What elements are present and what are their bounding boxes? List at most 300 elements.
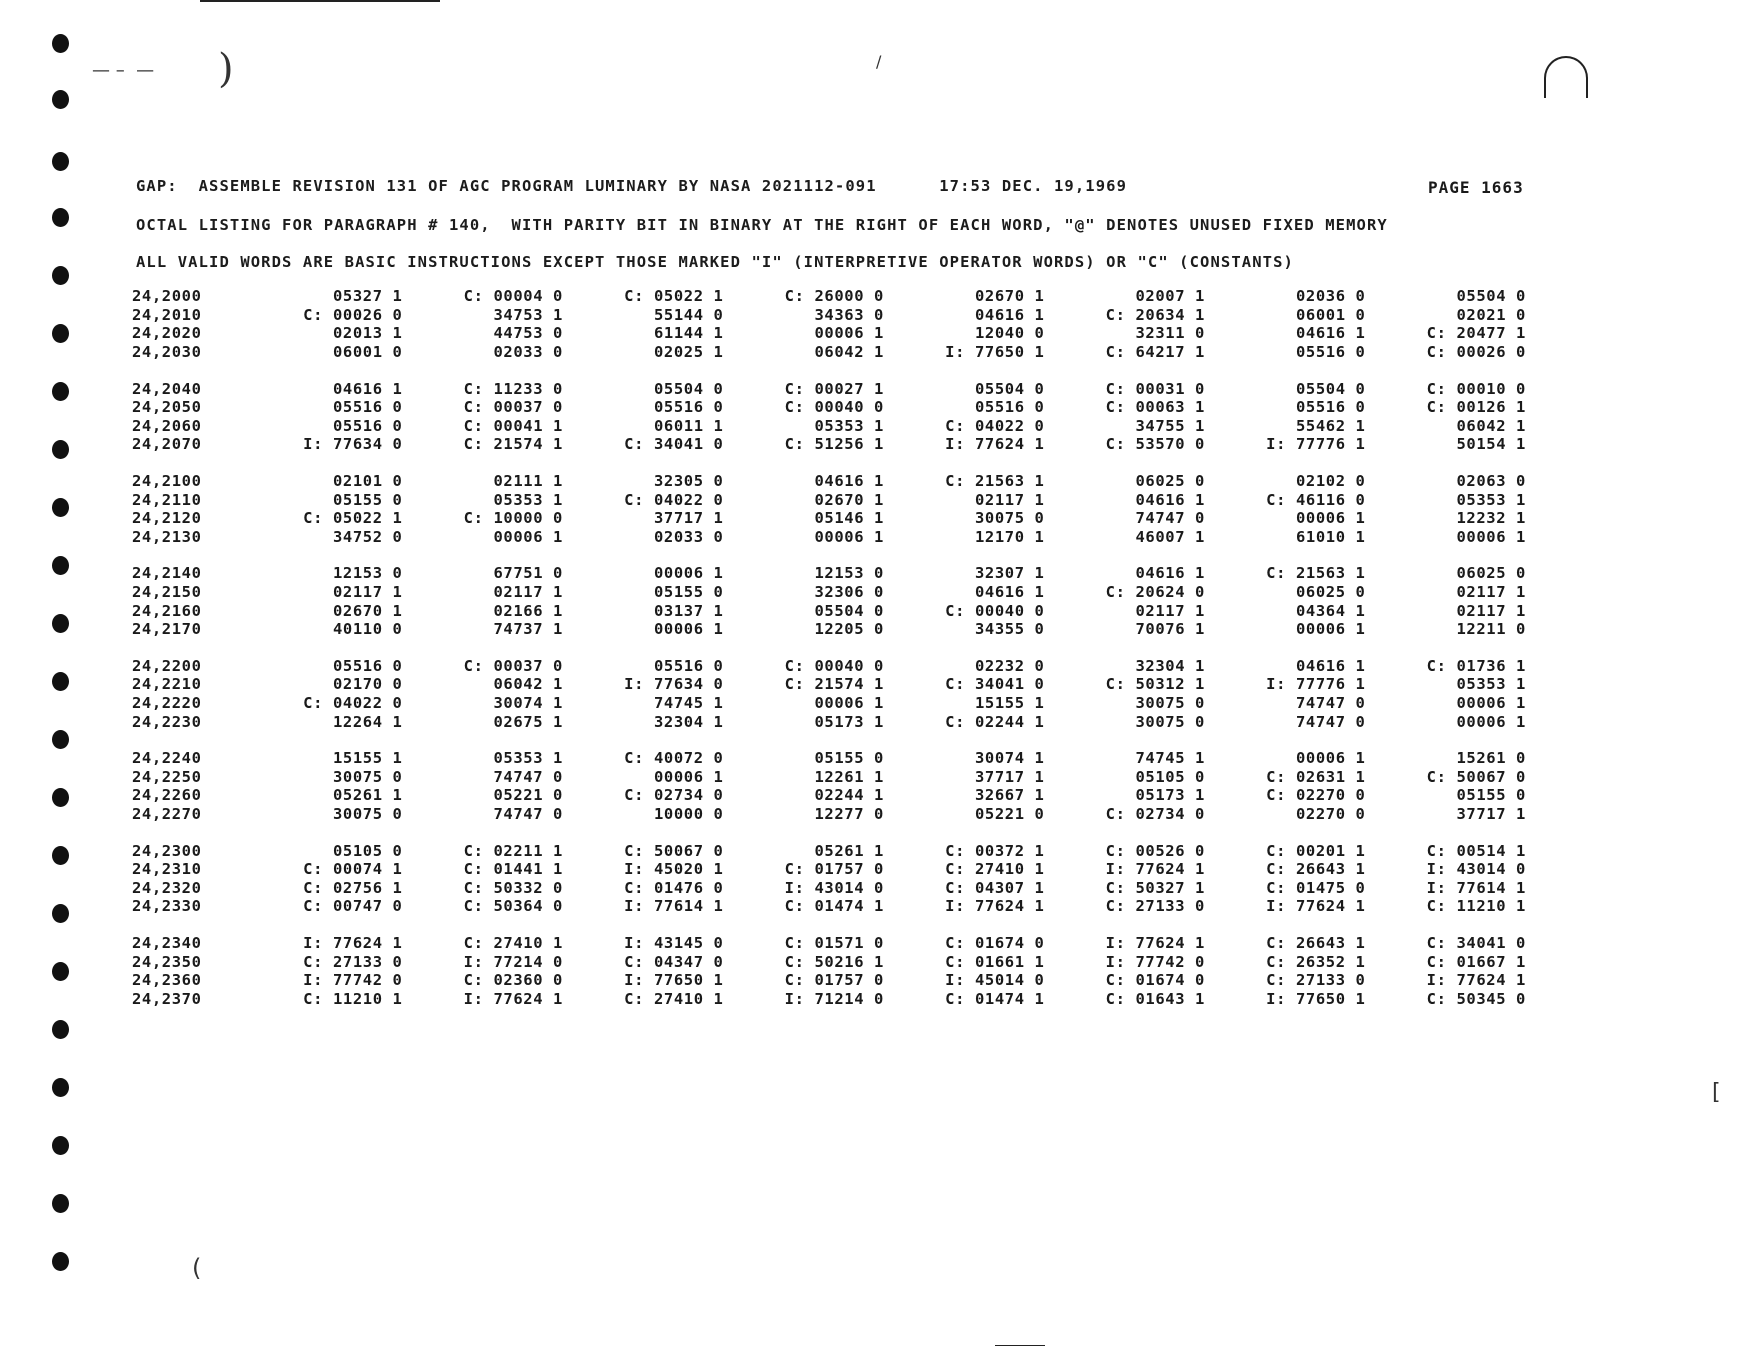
address-cell: 24,2320 xyxy=(132,878,202,897)
word-cell: C: 40072 0 xyxy=(624,749,724,768)
listing-row xyxy=(132,971,1542,990)
listing-row xyxy=(132,583,1542,602)
word-cell: C: 50364 0 xyxy=(463,897,563,916)
word-cell: 30075 0 xyxy=(1135,693,1205,712)
word-cell: C: 11233 0 xyxy=(463,379,563,398)
word-cell: 12205 0 xyxy=(814,620,884,639)
word-cell: 74747 0 xyxy=(1295,712,1366,731)
word-cell: C: 00201 1 xyxy=(1266,841,1366,860)
word-cell: 34355 0 xyxy=(974,620,1045,639)
word-cell: 02021 0 xyxy=(1456,305,1526,324)
word-cell: C: 05022 1 xyxy=(303,509,403,528)
word-cell: 02670 1 xyxy=(332,601,403,620)
word-cell: 12277 0 xyxy=(814,804,884,823)
word-cell: C: 01441 1 xyxy=(463,860,563,879)
word-cell: 00006 1 xyxy=(1295,620,1366,639)
listing-row xyxy=(132,490,1542,509)
word-cell: C: 01475 0 xyxy=(1266,878,1366,897)
word-cell: 12232 1 xyxy=(1456,509,1526,528)
word-cell: 30075 0 xyxy=(332,804,403,823)
word-cell: C: 02211 1 xyxy=(463,841,563,860)
word-cell: 02102 0 xyxy=(1295,472,1366,491)
word-cell: 05155 0 xyxy=(1456,786,1526,805)
word-cell: I: 77634 0 xyxy=(303,435,403,454)
word-cell: C: 00041 1 xyxy=(463,416,563,435)
punch-hole xyxy=(52,904,69,923)
word-cell: C: 02756 1 xyxy=(303,878,403,897)
listing-row xyxy=(132,657,1542,676)
word-cell: I: 45020 1 xyxy=(624,860,724,879)
word-cell: 05221 0 xyxy=(974,804,1045,823)
word-cell: 02036 0 xyxy=(1295,287,1366,306)
word-cell: 34752 0 xyxy=(332,527,403,546)
word-cell: C: 34041 0 xyxy=(1426,933,1526,952)
word-cell: C: 01674 0 xyxy=(1105,971,1205,990)
address-cell: 24,2250 xyxy=(132,767,202,786)
word-cell: C: 04022 0 xyxy=(624,490,724,509)
listing-row xyxy=(132,306,1542,325)
listing-row xyxy=(132,435,1542,454)
word-cell: 05353 1 xyxy=(493,749,563,768)
word-cell: C: 20624 0 xyxy=(1105,583,1205,602)
address-cell: 24,2020 xyxy=(132,324,202,343)
word-cell: 02013 1 xyxy=(332,324,403,343)
word-cell: C: 00040 0 xyxy=(784,398,884,417)
word-cell: 74747 0 xyxy=(1295,693,1366,712)
word-cell: C: 04347 0 xyxy=(624,952,724,971)
word-cell: C: 01474 1 xyxy=(784,897,884,916)
word-cell: 02025 1 xyxy=(653,343,724,362)
word-cell: 67751 0 xyxy=(493,564,563,583)
address-cell: 24,2040 xyxy=(132,379,202,398)
word-cell: 05504 0 xyxy=(1456,287,1526,306)
word-cell: C: 27410 1 xyxy=(463,933,563,952)
word-cell: C: 50216 1 xyxy=(784,952,884,971)
word-cell: 00006 1 xyxy=(1456,712,1526,731)
listing-row xyxy=(132,767,1542,786)
word-cell: 32304 1 xyxy=(653,712,724,731)
word-cell: 00006 1 xyxy=(814,527,884,546)
listing-row xyxy=(132,601,1542,620)
word-cell: 61144 1 xyxy=(653,324,724,343)
word-cell: 06042 1 xyxy=(814,343,884,362)
word-cell: C: 34041 0 xyxy=(945,675,1045,694)
listing-row xyxy=(132,934,1542,953)
word-cell: C: 50327 1 xyxy=(1105,878,1205,897)
listing-row xyxy=(132,694,1542,713)
listing-row xyxy=(132,897,1542,916)
word-cell: 00006 1 xyxy=(1456,527,1526,546)
word-cell: C: 01736 1 xyxy=(1426,656,1526,675)
word-cell: 02117 1 xyxy=(1456,583,1526,602)
stray-paren-mark: ) xyxy=(218,46,234,92)
word-cell: 02670 1 xyxy=(974,287,1045,306)
word-cell: C: 26000 0 xyxy=(784,287,884,306)
punch-hole xyxy=(52,498,69,517)
word-cell: C: 01661 1 xyxy=(945,952,1045,971)
word-cell: I: 77624 1 xyxy=(463,989,563,1008)
address-cell: 24,2200 xyxy=(132,656,202,675)
word-cell: 74747 0 xyxy=(1135,509,1205,528)
word-cell: 55462 1 xyxy=(1295,416,1366,435)
word-cell: 02117 1 xyxy=(1456,601,1526,620)
word-cell: C: 01643 1 xyxy=(1105,989,1205,1008)
word-cell: C: 00004 0 xyxy=(463,287,563,306)
word-cell: C: 21563 1 xyxy=(945,472,1045,491)
header-paragraph-line: OCTAL LISTING FOR PARAGRAPH # 140, WITH PARITY BIT IN BINARY AT THE RIGHT OF EACH WORD, "@" DENOTES UNUSED FIXED MEMORY xyxy=(136,216,1388,234)
address-cell: 24,2050 xyxy=(132,398,202,417)
punch-hole xyxy=(52,730,69,749)
word-cell: C: 00040 0 xyxy=(945,601,1045,620)
word-cell: C: 21563 1 xyxy=(1266,564,1366,583)
word-cell: 32304 1 xyxy=(1135,656,1205,675)
word-cell: 32311 0 xyxy=(1135,324,1205,343)
octal-listing-table xyxy=(132,287,1542,1026)
word-cell: 05155 0 xyxy=(332,490,403,509)
word-cell: 05516 0 xyxy=(332,656,403,675)
punch-hole xyxy=(52,614,69,633)
word-cell: I: 77776 1 xyxy=(1266,435,1366,454)
word-cell: 05516 0 xyxy=(653,398,724,417)
address-cell: 24,2210 xyxy=(132,675,202,694)
listing-block xyxy=(132,749,1542,823)
word-cell: C: 02244 1 xyxy=(945,712,1045,731)
word-cell: C: 00747 0 xyxy=(303,897,403,916)
word-cell: C: 02734 0 xyxy=(1105,804,1205,823)
address-cell: 24,2030 xyxy=(132,343,202,362)
word-cell: C: 26352 1 xyxy=(1266,952,1366,971)
listing-block xyxy=(132,841,1542,915)
word-cell: I: 77624 1 xyxy=(945,435,1045,454)
word-cell: C: 53570 0 xyxy=(1105,435,1205,454)
word-cell: C: 01757 0 xyxy=(784,860,884,879)
top-rule xyxy=(200,0,440,2)
punch-hole xyxy=(52,788,69,807)
listing-row xyxy=(132,749,1542,768)
word-cell: 00006 1 xyxy=(814,693,884,712)
listing-row xyxy=(132,952,1542,971)
word-cell: C: 00074 1 xyxy=(303,860,403,879)
address-cell: 24,2350 xyxy=(132,952,202,971)
word-cell: I: 77776 1 xyxy=(1266,675,1366,694)
word-cell: C: 50067 0 xyxy=(624,841,724,860)
word-cell: I: 77742 0 xyxy=(1105,952,1205,971)
word-cell: C: 02270 0 xyxy=(1266,786,1366,805)
word-cell: 34753 1 xyxy=(493,305,563,324)
listing-row xyxy=(132,620,1542,639)
word-cell: I: 71214 0 xyxy=(784,989,884,1008)
listing-row xyxy=(132,989,1542,1008)
punch-hole xyxy=(52,962,69,981)
word-cell: C: 51256 1 xyxy=(784,435,884,454)
word-cell: 05173 1 xyxy=(1135,786,1205,805)
word-cell: I: 77624 1 xyxy=(945,897,1045,916)
word-cell: 04616 1 xyxy=(1135,564,1205,583)
word-cell: I: 77214 0 xyxy=(463,952,563,971)
word-cell: 46007 1 xyxy=(1135,527,1205,546)
listing-row xyxy=(132,675,1542,694)
word-cell: 05353 1 xyxy=(1456,675,1526,694)
word-cell: 10000 0 xyxy=(653,804,724,823)
listing-row xyxy=(132,472,1542,491)
word-cell: 04364 1 xyxy=(1295,601,1366,620)
word-cell: I: 43014 0 xyxy=(784,878,884,897)
word-cell: I: 77624 1 xyxy=(1426,971,1526,990)
listing-row xyxy=(132,786,1542,805)
word-cell: 06011 1 xyxy=(653,416,724,435)
word-cell: 00006 1 xyxy=(1456,693,1526,712)
word-cell: 06025 0 xyxy=(1135,472,1205,491)
address-cell: 24,2220 xyxy=(132,693,202,712)
word-cell: 37717 1 xyxy=(974,767,1045,786)
word-cell: 30075 0 xyxy=(1135,712,1205,731)
word-cell: C: 00126 1 xyxy=(1426,398,1526,417)
word-cell: C: 20477 1 xyxy=(1426,324,1526,343)
word-cell: 00006 1 xyxy=(653,767,724,786)
listing-row xyxy=(132,860,1542,879)
address-cell: 24,2260 xyxy=(132,786,202,805)
word-cell: I: 77614 1 xyxy=(1426,878,1526,897)
word-cell: 02270 0 xyxy=(1295,804,1366,823)
stray-bracket-mark: [ xyxy=(1712,1080,1721,1105)
word-cell: C: 00010 0 xyxy=(1426,379,1526,398)
word-cell: 05155 0 xyxy=(814,749,884,768)
address-cell: 24,2110 xyxy=(132,490,202,509)
word-cell: C: 26643 1 xyxy=(1266,933,1366,952)
address-cell: 24,2120 xyxy=(132,509,202,528)
address-cell: 24,2140 xyxy=(132,564,202,583)
listing-row xyxy=(132,379,1542,398)
word-cell: 05516 0 xyxy=(332,398,403,417)
listing-row xyxy=(132,324,1542,343)
word-cell: 15155 1 xyxy=(974,693,1045,712)
word-cell: C: 00037 0 xyxy=(463,656,563,675)
word-cell: C: 27410 1 xyxy=(945,860,1045,879)
word-cell: C: 27133 0 xyxy=(303,952,403,971)
word-cell: 02117 1 xyxy=(974,490,1045,509)
word-cell: 05516 0 xyxy=(974,398,1045,417)
address-cell: 24,2360 xyxy=(132,971,202,990)
address-cell: 24,2330 xyxy=(132,897,202,916)
word-cell: 02111 1 xyxy=(493,472,563,491)
word-cell: 70076 1 xyxy=(1135,620,1205,639)
listing-row xyxy=(132,343,1542,362)
corner-arc-mark xyxy=(1544,56,1588,98)
word-cell: 05146 1 xyxy=(814,509,884,528)
word-cell: 04616 1 xyxy=(332,379,403,398)
word-cell: 44753 0 xyxy=(493,324,563,343)
word-cell: 02117 1 xyxy=(493,583,563,602)
word-cell: 61010 1 xyxy=(1295,527,1366,546)
word-cell: C: 00063 1 xyxy=(1105,398,1205,417)
word-cell: C: 02734 0 xyxy=(624,786,724,805)
stray-dash-mark: — – — xyxy=(92,60,155,81)
word-cell: C: 21574 1 xyxy=(463,435,563,454)
punch-hole xyxy=(52,1252,69,1271)
word-cell: 02063 0 xyxy=(1456,472,1526,491)
word-cell: C: 50312 1 xyxy=(1105,675,1205,694)
punch-hole xyxy=(52,208,69,227)
word-cell: C: 01474 1 xyxy=(945,989,1045,1008)
word-cell: 02033 0 xyxy=(653,527,724,546)
word-cell: C: 00031 0 xyxy=(1105,379,1205,398)
address-cell: 24,2060 xyxy=(132,416,202,435)
address-cell: 24,2270 xyxy=(132,804,202,823)
address-cell: 24,2170 xyxy=(132,620,202,639)
listing-row xyxy=(132,841,1542,860)
word-cell: 02117 1 xyxy=(1135,601,1205,620)
word-cell: 02033 0 xyxy=(493,343,563,362)
word-cell: 04616 1 xyxy=(1295,324,1366,343)
stray-paren-bottom-mark: ( xyxy=(192,1254,202,1282)
word-cell: 12153 0 xyxy=(332,564,403,583)
word-cell: 00006 1 xyxy=(493,527,563,546)
listing-block xyxy=(132,934,1542,1008)
address-cell: 24,2130 xyxy=(132,527,202,546)
address-cell: 24,2370 xyxy=(132,989,202,1008)
punch-hole xyxy=(52,324,69,343)
punch-hole xyxy=(52,1136,69,1155)
listing-row xyxy=(132,564,1542,583)
word-cell: C: 34041 0 xyxy=(624,435,724,454)
word-cell: 05353 1 xyxy=(493,490,563,509)
word-cell: 30074 1 xyxy=(974,749,1045,768)
listing-block xyxy=(132,472,1542,546)
word-cell: 05105 0 xyxy=(1135,767,1205,786)
listing-row xyxy=(132,398,1542,417)
word-cell: 02675 1 xyxy=(493,712,563,731)
word-cell: 00006 1 xyxy=(1295,749,1366,768)
word-cell: C: 10000 0 xyxy=(463,509,563,528)
word-cell: 02232 0 xyxy=(974,656,1045,675)
word-cell: 30075 0 xyxy=(332,767,403,786)
word-cell: 04616 1 xyxy=(1295,656,1366,675)
word-cell: C: 50332 0 xyxy=(463,878,563,897)
word-cell: 06025 0 xyxy=(1456,564,1526,583)
punch-hole xyxy=(52,1020,69,1039)
word-cell: I: 77742 0 xyxy=(303,971,403,990)
word-cell: 74737 1 xyxy=(493,620,563,639)
word-cell: C: 04307 1 xyxy=(945,878,1045,897)
word-cell: 12040 0 xyxy=(974,324,1045,343)
word-cell: 05327 1 xyxy=(332,287,403,306)
word-cell: 00006 1 xyxy=(653,564,724,583)
listing-row xyxy=(132,878,1542,897)
word-cell: 05504 0 xyxy=(974,379,1045,398)
word-cell: 30074 1 xyxy=(493,693,563,712)
listing-row xyxy=(132,417,1542,436)
word-cell: 05105 0 xyxy=(332,841,403,860)
punch-hole-column xyxy=(52,30,78,1330)
address-cell: 24,2300 xyxy=(132,841,202,860)
word-cell: C: 02631 1 xyxy=(1266,767,1366,786)
word-cell: C: 05022 1 xyxy=(624,287,724,306)
listing-block xyxy=(132,564,1542,638)
word-cell: I: 77624 1 xyxy=(1266,897,1366,916)
word-cell: C: 00027 1 xyxy=(784,379,884,398)
word-cell: 74745 1 xyxy=(1135,749,1205,768)
word-cell: I: 43145 0 xyxy=(624,933,724,952)
listing-row xyxy=(132,805,1542,824)
word-cell: 15261 0 xyxy=(1456,749,1526,768)
word-cell: C: 00040 0 xyxy=(784,656,884,675)
word-cell: C: 00037 0 xyxy=(463,398,563,417)
word-cell: 02101 0 xyxy=(332,472,403,491)
punch-hole xyxy=(52,440,69,459)
word-cell: 05516 0 xyxy=(653,656,724,675)
address-cell: 24,2150 xyxy=(132,583,202,602)
word-cell: C: 00026 0 xyxy=(303,305,403,324)
word-cell: 12261 1 xyxy=(814,767,884,786)
punch-hole xyxy=(52,1078,69,1097)
word-cell: C: 02360 0 xyxy=(463,971,563,990)
word-cell: 05516 0 xyxy=(332,416,403,435)
address-cell: 24,2340 xyxy=(132,933,202,952)
address-cell: 24,2310 xyxy=(132,860,202,879)
word-cell: I: 77650 1 xyxy=(1266,989,1366,1008)
address-cell: 24,2010 xyxy=(132,305,202,324)
word-cell: C: 27410 1 xyxy=(624,989,724,1008)
word-cell: 06001 0 xyxy=(332,343,403,362)
word-cell: 74747 0 xyxy=(493,804,563,823)
word-cell: C: 26643 1 xyxy=(1266,860,1366,879)
word-cell: C: 04022 0 xyxy=(945,416,1045,435)
word-cell: 05221 0 xyxy=(493,786,563,805)
word-cell: 05516 0 xyxy=(1295,398,1366,417)
address-cell: 24,2240 xyxy=(132,749,202,768)
word-cell: C: 50345 0 xyxy=(1426,989,1526,1008)
word-cell: 40110 0 xyxy=(332,620,403,639)
punch-hole xyxy=(52,1194,69,1213)
word-cell: 74745 1 xyxy=(653,693,724,712)
word-cell: 12170 1 xyxy=(974,527,1045,546)
word-cell: 04616 1 xyxy=(814,472,884,491)
listing-block xyxy=(132,657,1542,731)
word-cell: 00006 1 xyxy=(653,620,724,639)
word-cell: 05155 0 xyxy=(653,583,724,602)
word-cell: I: 77614 1 xyxy=(624,897,724,916)
word-cell: 06001 0 xyxy=(1295,305,1366,324)
word-cell: I: 77634 0 xyxy=(624,675,724,694)
word-cell: C: 11210 1 xyxy=(303,989,403,1008)
word-cell: C: 50067 0 xyxy=(1426,767,1526,786)
punch-hole xyxy=(52,846,69,865)
word-cell: C: 64217 1 xyxy=(1105,343,1205,362)
word-cell: C: 11210 1 xyxy=(1426,897,1526,916)
listing-row xyxy=(132,528,1542,547)
stray-slash-mark: / xyxy=(876,52,882,71)
word-cell: 06042 1 xyxy=(1456,416,1526,435)
word-cell: 55144 0 xyxy=(653,305,724,324)
word-cell: 12211 0 xyxy=(1456,620,1526,639)
listing-row xyxy=(132,712,1542,731)
word-cell: C: 00526 0 xyxy=(1105,841,1205,860)
word-cell: C: 46116 0 xyxy=(1266,490,1366,509)
word-cell: 06025 0 xyxy=(1295,583,1366,602)
page-number: PAGE 1663 xyxy=(1428,178,1524,197)
word-cell: 32307 1 xyxy=(974,564,1045,583)
word-cell: C: 27133 0 xyxy=(1105,897,1205,916)
punch-hole xyxy=(52,152,69,171)
address-cell: 24,2000 xyxy=(132,287,202,306)
word-cell: 05504 0 xyxy=(814,601,884,620)
word-cell: 02007 1 xyxy=(1135,287,1205,306)
address-cell: 24,2230 xyxy=(132,712,202,731)
word-cell: I: 43014 0 xyxy=(1426,860,1526,879)
word-cell: C: 01667 1 xyxy=(1426,952,1526,971)
word-cell: I: 77650 1 xyxy=(624,971,724,990)
punch-hole xyxy=(52,672,69,691)
